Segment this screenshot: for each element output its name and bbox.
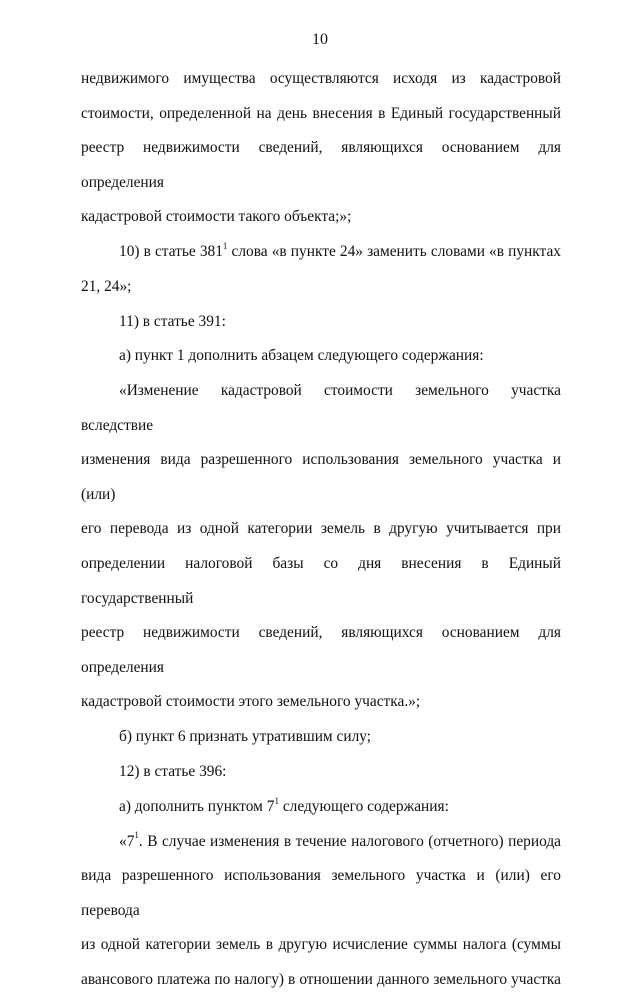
document-body [81,62,561,998]
point-7-1: вида разрешенного использования земельного участка и (или) его перевода [81,867,561,919]
paragraph-continuation: кадастровой стоимости такого объекта;»; [81,208,352,226]
quoted-paragraph: определении налоговой базы со дня внесения в Единый государственный [81,555,561,607]
point-7-1: из одной категории земель в другую исчисление суммы налога (суммы [81,936,561,954]
paragraph-continuation: недвижимого имущества осуществляются исходя из кадастровой [81,70,561,87]
item-10: 21, 24»; [81,277,132,295]
subitem-b-391: б) пункт 6 признать утратившим силу; [119,728,372,746]
subitem-a-391: а) пункт 1 дополнить абзацем следующего содержания: [119,347,484,365]
subitem-a-396: а) дополнить пунктом $7^1$ следующего содержания: [119,795,449,815]
paragraph-continuation: реестр недвижимости сведений, являющихся основанием для определения [81,139,561,191]
page-number: 10 [312,31,328,48]
quoted-paragraph: кадастровой стоимости этого земельного участка.»; [81,693,421,711]
superscript: 1 [274,795,279,806]
item-10: 10) в статье $381^1$ слова «в пункте 24» заменить словами «в пунктах [119,241,561,261]
paragraph-continuation: стоимости, определенной на день внесения в Единый государственный [81,104,561,122]
superscript: 1 [134,830,139,841]
quoted-paragraph: его перевода из одной категории земель в другую учитывается при [81,520,561,538]
quoted-paragraph: реестр недвижимости сведений, являющихся основанием для определения [81,624,561,676]
point-7-1: авансового платежа по налогу) в отношении данного земельного участка [81,970,561,988]
superscript: 1 [222,241,228,252]
item-11: 11) в статье 391: [119,312,226,330]
point-7-1: «$7^1$. В случае изменения в течение налогового (отчетного) периода [119,830,561,850]
item-12: 12) в статье 396: [119,763,227,780]
quoted-paragraph: «Изменение кадастровой стоимости земельного участка вследствие [81,382,561,434]
quoted-paragraph: изменения вида разрешенного использования земельного участка и (или) [81,451,561,503]
